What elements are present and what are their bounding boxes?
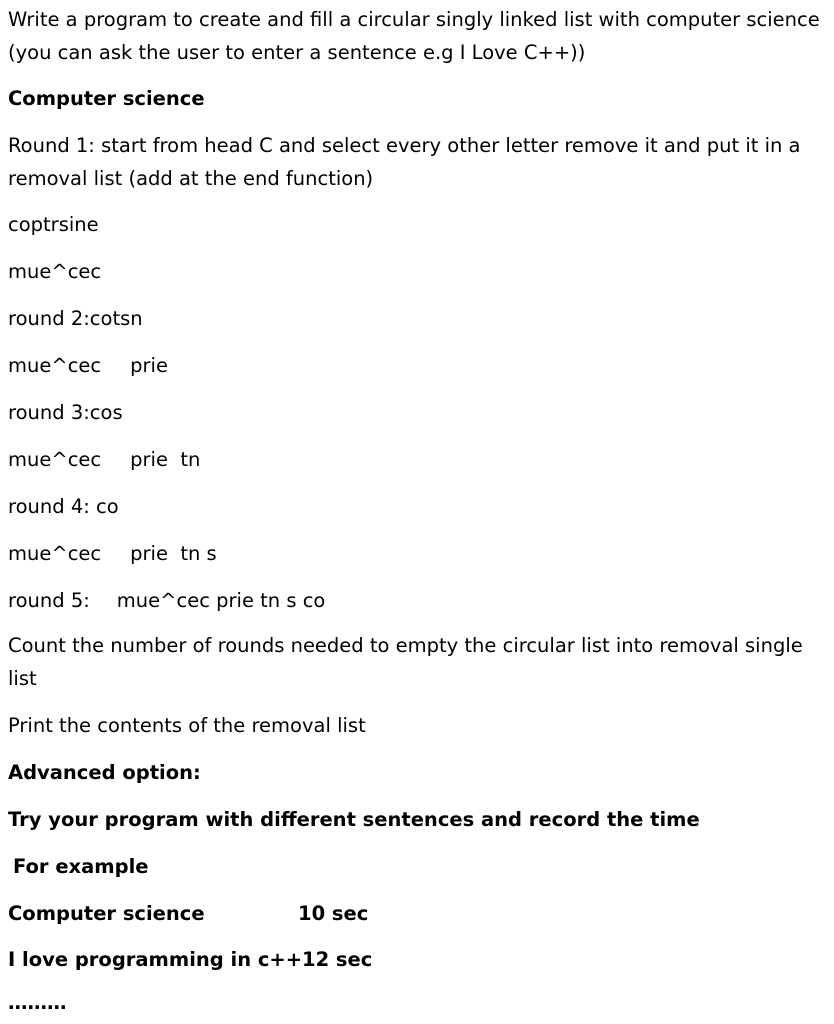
round4-removed — [8, 537, 217, 570]
try-paragraph: Try your program with different sentences and record the time — [8, 808, 700, 831]
round1-list: coptrsine — [8, 213, 99, 236]
section-heading: Computer science — [8, 87, 205, 110]
intro-paragraph: Write a program to create and fill a circular singly linked list with computer science (you can ask the user to enter a sentence e.g I Love C++)) — [8, 8, 820, 64]
round2-removed-b: prie — [130, 354, 168, 377]
round5-value: mue^cec prie tn s co — [116, 589, 326, 612]
print-paragraph: Print the contents of the removal list — [8, 714, 366, 737]
round4-removed-a: mue^cec — [8, 542, 102, 565]
round3-label: round 3:cos — [8, 401, 123, 424]
round2-removed — [8, 349, 168, 382]
round3-removed — [8, 443, 200, 476]
round1-description: Round 1: start from head C and select every other letter remove it and put it in a removal list (add at the end function) — [8, 134, 801, 190]
example2-row — [8, 943, 372, 976]
round2-removed-a: mue^cec — [8, 354, 102, 377]
example1-row — [8, 897, 368, 930]
round3-removed-a: mue^cec — [8, 448, 102, 471]
round5-label: round 5: — [8, 589, 90, 612]
round5-line — [8, 584, 325, 617]
round4-removed-b: prie tn s — [130, 542, 217, 565]
round2-label: round 2:cotsn — [8, 307, 143, 330]
for-example-label: For example — [13, 855, 149, 878]
round3-removed-b: prie tn — [130, 448, 201, 471]
advanced-heading: Advanced option: — [8, 761, 201, 784]
example2-time: 12 sec — [302, 948, 373, 971]
round1-removed: mue^cec — [8, 260, 102, 283]
round4-label: round 4: co — [8, 495, 119, 518]
example1-sentence: Computer science — [8, 902, 205, 925]
count-paragraph: Count the number of rounds needed to empty the circular list into removal single list — [8, 634, 803, 690]
example2-sentence: I love programming in c++ — [8, 948, 303, 971]
example1-time: 10 sec — [298, 902, 369, 925]
ellipsis: ……… — [8, 991, 67, 1014]
